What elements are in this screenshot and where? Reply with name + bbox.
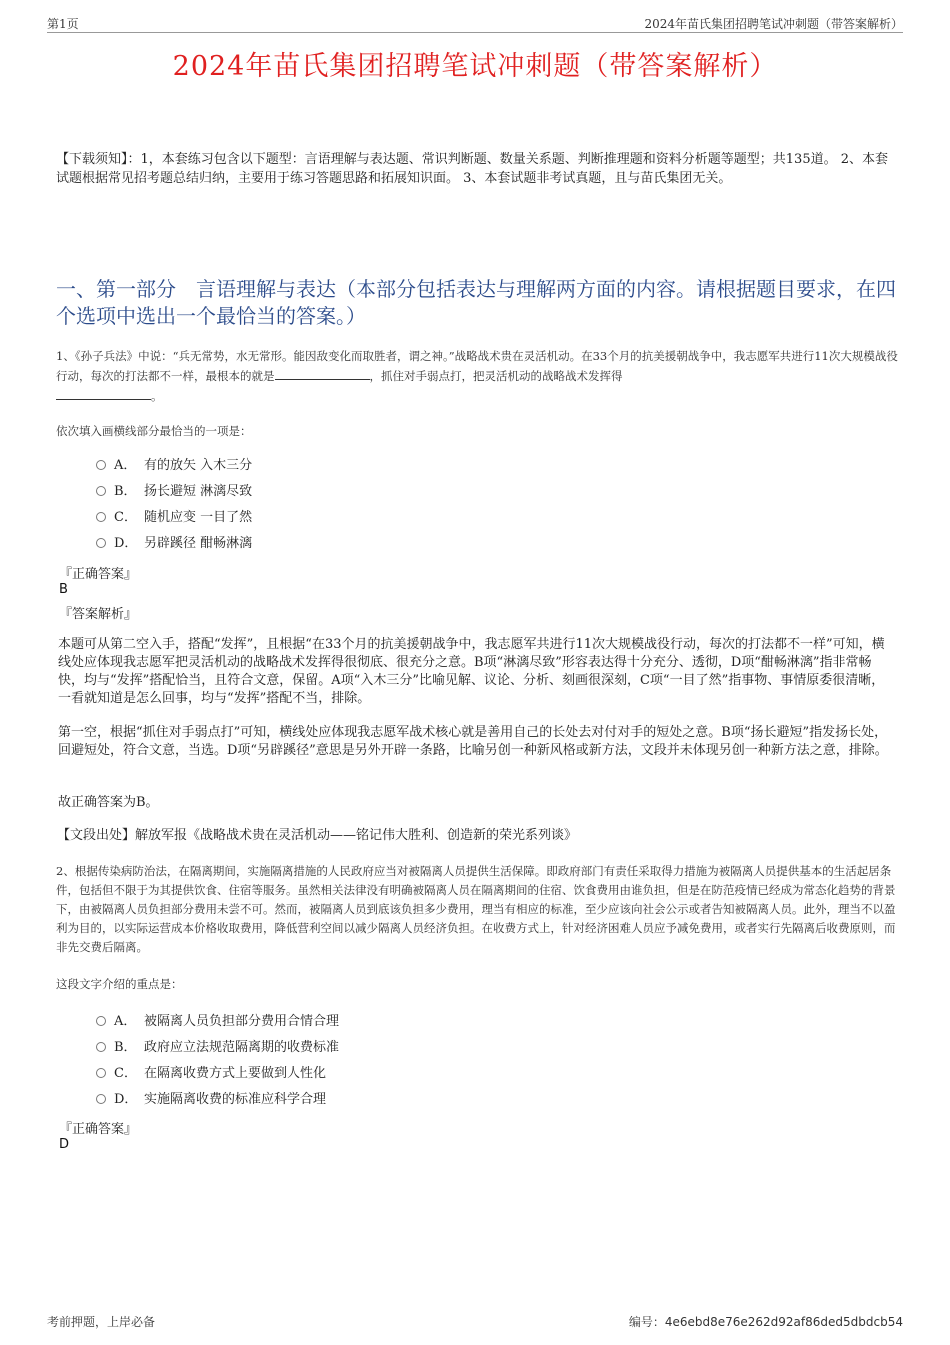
radio-icon[interactable]	[96, 1016, 106, 1026]
radio-icon[interactable]	[96, 1068, 106, 1078]
question-2-options	[96, 1009, 339, 1113]
option-a[interactable]: A． 有的放矢 入木三分	[96, 453, 252, 479]
footer-serial: 编号：4e6ebd8e76e262d92af86ded5dbdcb54	[628, 1315, 903, 1329]
source-citation: 【文段出处】解放军报《战略战术贵在灵活机动——铭记伟大胜利、创造新的荣光系列谈》	[57, 828, 578, 843]
radio-icon[interactable]	[96, 1042, 106, 1052]
analysis-label: 『答案解析』	[59, 607, 138, 622]
option-b[interactable]: B． 政府应立法规范隔离期的收费标准	[96, 1035, 339, 1061]
radio-icon[interactable]	[96, 1094, 106, 1104]
radio-icon[interactable]	[96, 538, 106, 548]
option-d[interactable]: D． 实施隔离收费的标准应科学合理	[96, 1087, 339, 1113]
analysis-paragraph-2: 第一空，根据“抓住对手弱点打”可知，横线处应体现我志愿军战术核心就是善用自己的长处去对付对手的短处之意。B项“扬长避短”指发扬长处，回避短处，符合文意，当选。D项“另辟蹊径”意思是另外开辟一条路，比喻另创一种新风格或新方法，文段并未体现另创一种新方法之意，排除。	[58, 725, 888, 758]
option-c[interactable]: C． 随机应变 一目了然	[96, 505, 252, 531]
fill-blank	[56, 386, 151, 400]
footer-slogan: 考前押题，上岸必备	[47, 1315, 156, 1329]
radio-icon[interactable]	[96, 460, 106, 470]
question-1-prompt: 依次填入画横线部分最恰当的一项是：	[56, 424, 252, 438]
answer-value: B	[59, 582, 68, 597]
option-a[interactable]: A． 被隔离人员负担部分费用合情合理	[96, 1009, 339, 1035]
radio-icon[interactable]	[96, 512, 106, 522]
page-number: 第1页	[47, 17, 79, 31]
option-d[interactable]: D． 另辟蹊径 酣畅淋漓	[96, 531, 252, 557]
answer-value: D	[59, 1137, 70, 1152]
question-1-stem: 1、《孙子兵法》中说：“兵无常势，水无常形。能因敌变化而取胜者，谓之神。”战略战术贵在灵活机动。在33个月的抗美援朝战争中，我志愿军共进行11次大规模战役行动，每次的打法都不一样，最根本的就是 ，抓住对手弱点打，把灵活机动的战略战术发挥得 。	[56, 349, 898, 403]
question-1-options	[96, 453, 252, 557]
option-b[interactable]: B． 扬长避短 淋漓尽致	[96, 479, 252, 505]
option-c[interactable]: C． 在隔离收费方式上要做到人性化	[96, 1061, 339, 1087]
page-header	[47, 14, 903, 33]
answer-conclusion: 故正确答案为B。	[58, 795, 159, 810]
document-title: 2024年苗氏集团招聘笔试冲刺题（带答案解析）	[172, 51, 778, 82]
radio-icon[interactable]	[96, 486, 106, 496]
answer-label: 『正确答案』	[59, 567, 138, 582]
header-doc-title: 2024年苗氏集团招聘笔试冲刺题（带答案解析）	[644, 17, 903, 31]
analysis-paragraph-1: 本题可从第二空入手，搭配“发挥”，且根据“在33个月的抗美援朝战争中，我志愿军共进行11次大规模战役行动，每次的打法都不一样”可知，横线处应体现我志愿军把灵活机动的战略战术发挥得很彻底、很充分之意。B项“淋漓尽致”形容表达得十分充分、透彻，D项“酣畅淋漓”指非常畅快，均与“发挥”搭配恰当，且符合文意，保留。A项“入木三分”比喻见解、议论、分析、刻画很深刻，C项“一目了然”指事物、事情原委很清晰，一看就知道是怎么回事，均与“发挥”搭配不当，排除。	[58, 637, 885, 706]
question-2-prompt: 这段文字介绍的重点是：	[56, 977, 183, 991]
fill-blank	[275, 366, 370, 380]
section-title: 一、第一部分 言语理解与表达（本部分包括表达与理解两方面的内容。请根据题目要求，在四个选项中选出一个最恰当的答案。）	[56, 277, 896, 328]
download-notice: 【下载须知】：1，本套练习包含以下题型：言语理解与表达题、常识判断题、数量关系题、判断推理题和资料分析题等题型；共135道。 2、本套试题根据常见招考题总结归纳，主要用于练习答题思路和拓展知识面。 3、本套试题非考试真题，且与苗氏集团无关。	[56, 152, 888, 186]
answer-label: 『正确答案』	[59, 1122, 138, 1137]
question-2-stem: 2、根据传染病防治法，在隔离期间，实施隔离措施的人民政府应当对被隔离人员提供生活保障。即政府部门有责任采取得力措施为被隔离人员提供基本的生活起居条件，包括但不限于为其提供饮食、住宿等服务。虽然相关法律没有明确被隔离人员在隔离期间的住宿、饮食费用由谁负担，但是在防范疫情已经成为常态化趋势的背景下，由被隔离人员负担部分费用未尝不可。然而，被隔离人员到底该负担多少费用，理当有相应的标准，至少应该向社会公示或者告知被隔离人员。此外，理当不以盈利为目的，以实际运营成本价格收取费用，降低营利空间以减少隔离人员经济负担。在收费方式上，针对经济困难人员应予减免费用，或者实行先隔离后收费原则，而非先交费后隔离。	[56, 864, 896, 954]
